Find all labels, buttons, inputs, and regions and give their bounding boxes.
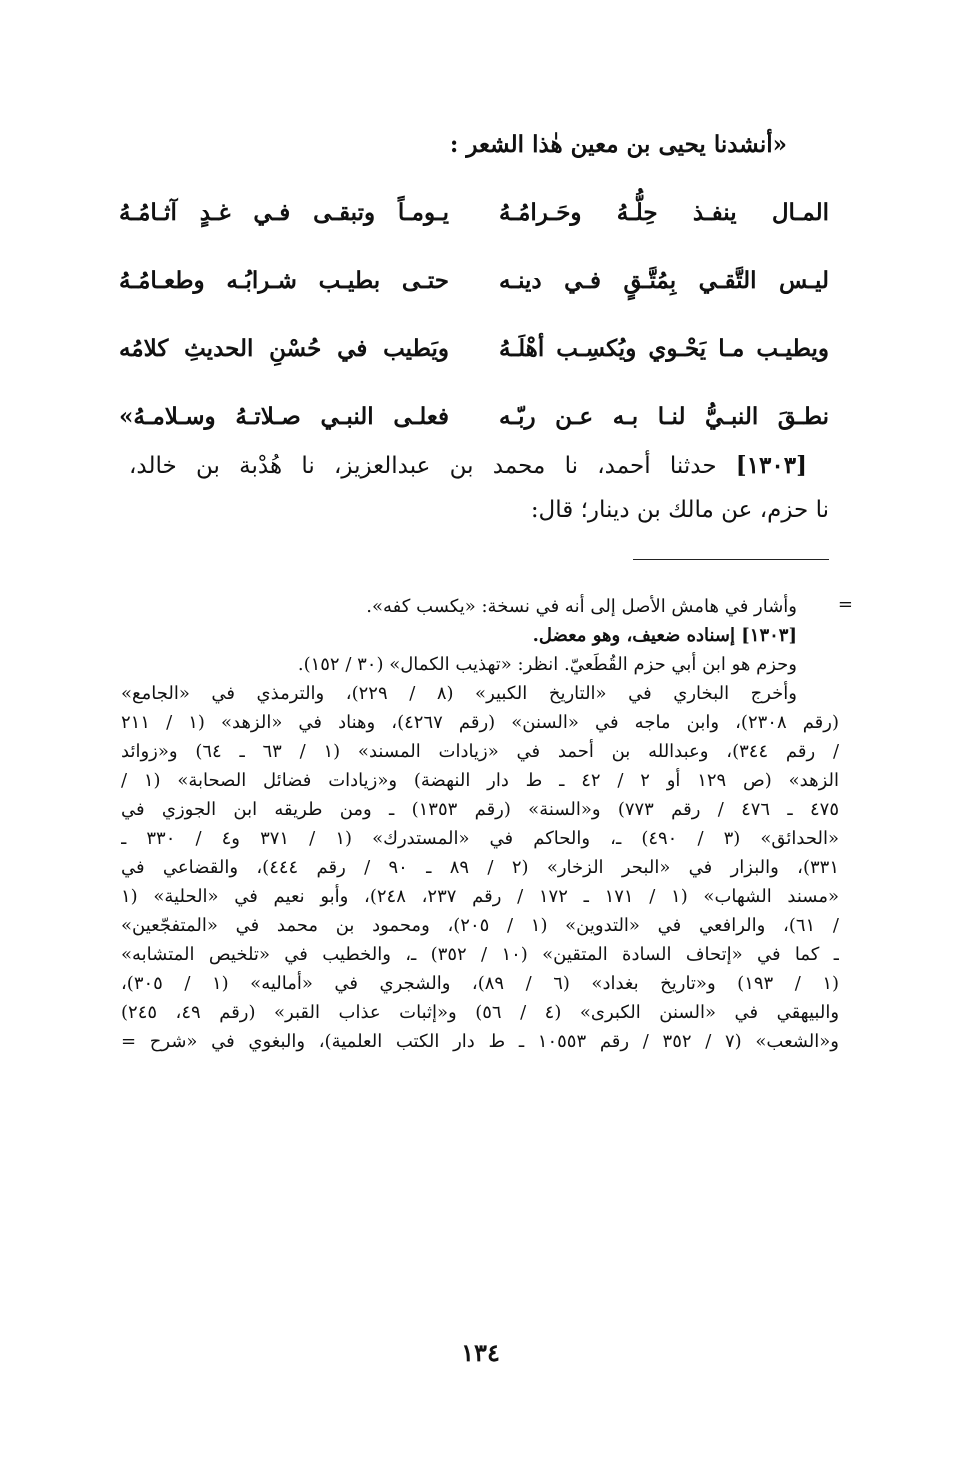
footnote-line: [١٣٠٣] إسناده ضعيف، وهو معضل. [532,625,797,646]
verse-second-hemistich: فعلـى النبـي صـلاتـهُ وسـلامـهُ» [119,402,449,430]
footnote-line: ٣٣١)، والبزار في «البحر الزخار» (٢ / ٨٩ ـ ٩٠ / رقم ٤٤٤)، والقضاعي في [121,857,839,878]
hadith-line [129,444,807,488]
poem-verse [119,382,829,450]
footnote-line: وحزم هو ابن أبي حزم القُطَعيّ. انظر: «تهذيب الكمال» (٣٠ / ١٥٢). [297,654,797,675]
poem-intro-line: «أنشدنا يحيى بن معين هٰذا الشعر : [449,131,787,158]
hadith-isnad-text: حدثنا أحمد، نا محمد بن عبدالعزيز، نا هُدْبة بن خالد، [129,453,717,479]
footnote-line: وأخرج البخاري في «التاريخ الكبير» (٨ / ٢٢٩)، والترمذي في «الجامع» [121,683,797,704]
continuation-mark: = [837,594,853,615]
hadith-entry [129,444,829,532]
poem-verse [119,178,829,246]
verse-first-hemistich: ليـس التَّقـي بِمُتَّـقٍ فـي دينـه [499,266,829,294]
footnote-line: والبيهقي في «السنن الكبرى» (٤ / ٥٦) و«إثبات عذاب القبر» (رقم ٤٩، ٢٤٥) [121,1002,839,1023]
footnotes [121,592,839,1056]
footnote-line: «الحدائق» (٣ / ٤٩٠) ـ، والحاكم في «المستدرك» (١ / ٣٧١ و٤ / ٣٣٠ ـ [121,828,839,849]
footnote-separator [633,559,829,560]
footnote-line: «مسند الشهاب» (١ / ١٧١ ـ ١٧٢ / رقم ٢٣٧، ٢٤٨)، وأبو نعيم في «الحلية» (١ [121,886,839,907]
verse-first-hemistich: المـال ينفـذ حِلُّـهُ وحَـرامُـهُ [499,198,829,226]
poem-verse [119,246,829,314]
footnote-line: ٤٧٥ ـ ٤٧٦ / رقم ٧٧٣) و«السنة» (رقم ١٣٥٣) ـ ومن طريقه ابن الجوزي في [121,799,839,820]
hadith-number: [١٣٠٣] [735,452,807,479]
footnote-line: (رقم ٢٣٠٨)، وابن ماجه في «السنن» (رقم ٤٢٦٧)، وهناد في «الزهد» (١ / ٢١١ [121,712,839,733]
footnote-line: الزهد» (ص ١٢٩ أو ٢ / ٤٢ ـ ط دار النهضة) و«زيادات فضائل الصحابة» (١ / [121,770,839,791]
footnote-line: / رقم ٣٤٤)، وعبدالله بن أحمد في «زيادات المسند» (١ / ٦٣ ـ ٦٤) و«زوائد [121,741,839,762]
poem [119,178,829,450]
verse-second-hemistich: يـومـاً وتبقـى فـي غـدٍ آثـامُـهُ [119,198,449,226]
poem-verse [119,314,829,382]
verse-first-hemistich: نطـقَ النبـيُّ لنـا بـه عـن ربّـه [499,402,829,430]
hadith-line: نا حزم، عن مالك بن دينار؛ قال: [530,497,829,523]
verse-second-hemistich: ويَطيب في حُسْنِ الحديثِ كلامُه [119,334,449,362]
verse-second-hemistich: حتـى بطيـب شـرابُـه وطعـامُـهُ [119,266,449,294]
verse-first-hemistich: ويطيـب مـا يَحْـوي ويُكسِـب أهْلَـهُ [499,334,829,362]
poem-intro [129,128,829,162]
footnote-line: / ٦١)، والرافعي في «التدوين» (١ / ٢٠٥)، ومحمود بن محمد في «المتفجّعين» [121,915,839,936]
footnote-line: (١ / ١٩٣) و«تاريخ بغداد» (٦ / ٨٩)، والشجري في «أماليه» (١ / ٣٠٥)، [121,973,839,994]
footnote-line: وأشار في هامش الأصل إلى أنه في نسخة: «يكسب كفه». [366,596,797,617]
footnote-line: ـ كما في «إتحاف السادة المتقين» (١٠ / ٣٥٢) ـ، والخطيب في «تلخيص المتشابه» [121,944,839,965]
footnote-line: و«الشعب» (٧ / ٣٥٢ / رقم ١٠٥٥٣ ـ ط دار الكتب العلمية)، والبغوي في «شرح = [121,1031,839,1052]
page-number: ١٣٤ [461,1338,500,1367]
